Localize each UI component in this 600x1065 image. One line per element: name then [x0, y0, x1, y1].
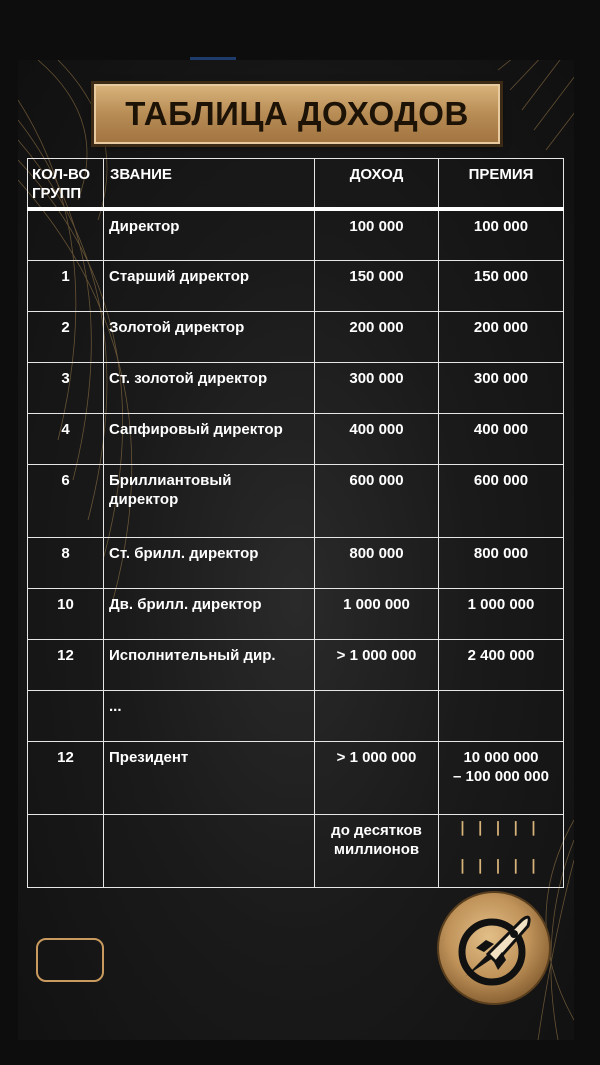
table-row [28, 260, 564, 311]
header-rank: ЗВАНИЕ [104, 159, 315, 210]
bonus-cell: 600 000 [439, 464, 564, 537]
rank-cell: Сапфировый директор [104, 413, 315, 464]
bonus-cell: 10 000 000 – 100 000 000 [439, 741, 564, 814]
income-cell: 300 000 [315, 362, 439, 413]
groups-cell: 6 [28, 464, 104, 537]
income-cell: 800 000 [315, 537, 439, 588]
gold-dots-icon: ❘❘❘❘❘ [456, 818, 546, 835]
rank-cell: Директор [104, 209, 315, 260]
bonus-cell: 1 000 000 [439, 588, 564, 639]
table-row [28, 690, 564, 741]
table-row [28, 741, 564, 814]
income-cell: > 1 000 000 [315, 639, 439, 690]
income-cell: 600 000 [315, 464, 439, 537]
rank-cell: Ст. брилл. директор [104, 537, 315, 588]
bonus-cell [439, 690, 564, 741]
table-row [28, 209, 564, 260]
rounded-frame-icon [36, 938, 104, 982]
groups-cell: 12 [28, 639, 104, 690]
income-cell: 150 000 [315, 260, 439, 311]
header-bonus: ПРЕМИЯ [439, 159, 564, 210]
income-cell: 400 000 [315, 413, 439, 464]
table-row [28, 588, 564, 639]
table-row [28, 464, 564, 537]
rank-cell: Исполнительный дир. [104, 639, 315, 690]
gold-dots-icon: ❘❘❘❘❘ [456, 856, 546, 873]
bonus-cell: 2 400 000 [439, 639, 564, 690]
rocket-logo-icon [436, 890, 552, 1006]
title-banner [94, 84, 500, 144]
groups-cell: 3 [28, 362, 104, 413]
rank-cell: Бриллиантовый директор [104, 464, 315, 537]
groups-cell [28, 814, 104, 887]
bonus-cell: 400 000 [439, 413, 564, 464]
income-cell: 100 000 [315, 209, 439, 260]
bonus-cell: 300 000 [439, 362, 564, 413]
rank-cell: ... [104, 690, 315, 741]
bonus-cell: 800 000 [439, 537, 564, 588]
table-row [28, 814, 564, 887]
groups-cell [28, 209, 104, 260]
page-title: ТАБЛИЦА ДОХОДОВ [125, 95, 469, 132]
rank-cell: Дв. брилл. директор [104, 588, 315, 639]
rank-cell: Старший директор [104, 260, 315, 311]
income-poster [18, 60, 574, 1040]
rank-cell: Золотой директор [104, 311, 315, 362]
income-cell: > 1 000 000 [315, 741, 439, 814]
income-table [27, 158, 564, 888]
table-row [28, 639, 564, 690]
table-row [28, 413, 564, 464]
bonus-cell: 150 000 [439, 260, 564, 311]
rank-cell [104, 814, 315, 887]
table-row [28, 362, 564, 413]
groups-cell: 1 [28, 260, 104, 311]
bonus-cell: 200 000 [439, 311, 564, 362]
rank-cell: Президент [104, 741, 315, 814]
bonus-cell: 100 000 [439, 209, 564, 260]
groups-cell: 8 [28, 537, 104, 588]
table-row [28, 537, 564, 588]
decorative-dots-cell [439, 814, 564, 887]
header-income: ДОХОД [315, 159, 439, 210]
groups-cell: 2 [28, 311, 104, 362]
income-cell [315, 690, 439, 741]
table-header-row [28, 159, 564, 210]
groups-cell: 12 [28, 741, 104, 814]
groups-cell: 4 [28, 413, 104, 464]
rank-cell: Ст. золотой директор [104, 362, 315, 413]
groups-cell: 10 [28, 588, 104, 639]
groups-cell [28, 690, 104, 741]
header-groups: КОЛ-ВО ГРУПП [28, 159, 104, 210]
table-row [28, 311, 564, 362]
income-cell: до десятков миллионов [315, 814, 439, 887]
income-cell: 1 000 000 [315, 588, 439, 639]
income-cell: 200 000 [315, 311, 439, 362]
